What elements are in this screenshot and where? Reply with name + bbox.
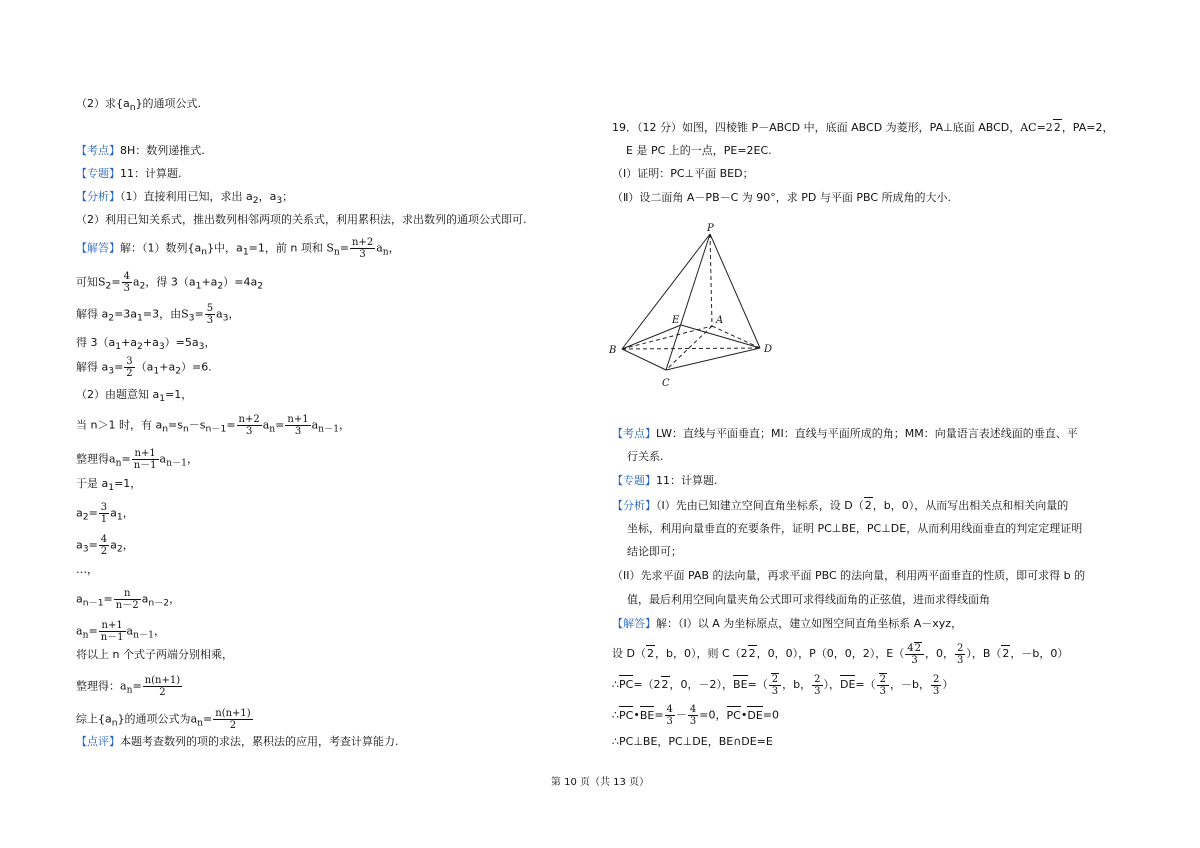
jieda-line1: 【解答】解：（1）数列$\{a_n\}$中，$a_1=1$，前 n 项和 $S_n=$ $\frac{n+2}{3}$ $a_n$， xyxy=(76,237,400,260)
question-19-line2: E 是 PC 上的一点，PE=2EC. xyxy=(626,144,772,157)
fraction: $\frac{2}{3}$ xyxy=(933,673,940,697)
kaodian-right-line2: 行关系. xyxy=(627,450,664,463)
edge-CD xyxy=(666,348,760,370)
fraction: $\frac{2}{3}$ xyxy=(956,642,964,666)
fraction: $\frac{n+2}{3}$ xyxy=(238,414,260,437)
jieda-line12: $a_{n-1}=$ $\frac{n}{n-2}$ $a_{n-2}$， xyxy=(76,588,181,611)
edge-PA xyxy=(710,234,712,326)
jieda-dots: …， xyxy=(76,563,98,576)
jieda-line11: $a_3=$ $\frac{4}{2}$ $a_2$， xyxy=(76,534,134,557)
fenxi: 【分析】（1）直接利用已知，求出 $a_2$，$a_3$； xyxy=(76,190,294,207)
fraction: $\frac{n+2}{3}$ xyxy=(352,237,374,260)
fraction: $\frac{n+1}{n-1}$ xyxy=(133,448,157,471)
dianping: 【点评】本题考查数列的项的求法，累积法的应用，考查计算能力. xyxy=(76,735,399,748)
fraction: $\frac{n(n+1)}{2}$ xyxy=(215,708,251,731)
edge-BA xyxy=(622,326,712,349)
jieda-line6: （2）由题意知 $a_1=1$， xyxy=(76,388,193,405)
edge-BC xyxy=(622,349,666,370)
edge-BD xyxy=(622,348,760,349)
jieda-right-line1: 【解答】解：（I）以 A 为坐标原点，建立如图空间直角坐标系 A－xyz， xyxy=(612,617,963,630)
fenxi-right-line3: 结论即可； xyxy=(627,545,682,558)
kaodian: 【考点】8H：数列递推式. xyxy=(76,144,205,157)
fraction: $\frac{4}{3}$ xyxy=(689,704,697,727)
fraction: $\frac{n}{n-2}$ xyxy=(115,588,139,611)
zhuanti: 【专题】11：计算题. xyxy=(76,167,182,180)
jieda-line10: $a_2=$ $\frac{3}{1}$ $a_1$， xyxy=(76,502,134,525)
jieda-line14: 将以上 n 个式子两端分别相乘， xyxy=(76,648,233,661)
label-E: E xyxy=(672,315,680,326)
kaodian-right: 【考点】LW：直线与平面垂直；MI：直线与平面所成的角；MM：向量语言表述线面的垂直、平 xyxy=(612,427,1078,440)
fraction: $\frac{3}{2}$ xyxy=(126,356,133,379)
page-footer: 第 10 页（共 13 页） xyxy=(550,777,650,788)
fenxi-right-line2: 坐标，利用向量垂直的充要条件，证明 PC⊥BE，PC⊥DE，从而利用线面垂直的判定定理证明 xyxy=(627,522,1083,535)
fraction: $\frac{n+1}{n-1}$ xyxy=(100,620,124,643)
fraction: $\frac{2}{3}$ xyxy=(877,673,889,697)
jieda-line7: 当 n＞1 时，有 $a_n=s_n-s_{n-1}=$ $\frac{n+2}{3}$ $a_n=$ $\frac{n+1}{3}$ $a_{n-1}$， xyxy=(76,414,351,437)
question-19-part2: （Ⅱ）设二面角 A－PB－C 为 90°，求 PD 与平面 PBC 所成角的大小. xyxy=(612,191,952,204)
jieda-line16: 综上$\{a_n\}$的通项公式为$a_n=$ $\frac{n(n+1)}{2}$ xyxy=(76,708,251,731)
jieda-line9: 于是 $a_1=1$， xyxy=(76,477,142,494)
jieda-line5: 解得 $a_3=$ $\frac{3}{2}$ $(a_1+a_2)=6$. xyxy=(76,356,212,379)
question-19: 19．（12 分）如图，四棱锥 P－ABCD 中，底面 ABCD 为菱形，PA⊥底面 ABCD，AC=22，PA=2， xyxy=(612,121,1114,134)
jieda-right-line2: 设 D（2，b，0），则 C（22，0，0），P（0，0，2），E（ $\frac{42}{3}$ ，0， $\frac{2}{3}$ ），B（2，－b，0） xyxy=(612,642,1069,666)
edge-PB xyxy=(622,234,710,349)
question-19-part1: （Ⅰ）证明：PC⊥平面 BED； xyxy=(612,167,754,180)
fraction: $\frac{42}{3}$ xyxy=(905,642,924,666)
label-B: B xyxy=(609,345,617,356)
jieda-line13: $a_n=$ $\frac{n+1}{n-1}$ $a_{n-1}$， xyxy=(76,620,165,643)
edge-PC xyxy=(666,234,710,370)
edge-PD xyxy=(710,234,760,348)
fraction: $\frac{n+1}{3}$ xyxy=(287,414,309,437)
jieda-line4: 得 $3(a_1+a_2+a_3)=5a_3$， xyxy=(76,336,216,353)
jieda-right-line5: ∴PC⊥BE，PC⊥DE，BE∩DE=E xyxy=(612,735,773,748)
zhuanti-right: 【专题】11：计算题. xyxy=(612,474,718,487)
jieda-right-line4: ∴PC•BE= $\frac{4}{3}$ － $\frac{4}{3}$ =0，PC•DE=0 xyxy=(612,704,779,727)
fraction: $\frac{5}{3}$ xyxy=(206,303,214,326)
fenxi-right-line4: （II）先求平面 PAB 的法向量，再求平面 PBC 的法向量，利用两平面垂直的性质，即可求得 b 的 xyxy=(612,569,1086,582)
fraction: $\frac{4}{3}$ xyxy=(666,704,673,727)
fenxi-right: 【分析】（I）先由已知建立空间直角坐标系，设 D（2，b，0），从而写出相关点和相关向量的 xyxy=(612,499,1069,512)
edge-ED xyxy=(681,325,760,348)
fraction: $\frac{3}{1}$ xyxy=(100,502,108,525)
fraction: $\frac{4}{3}$ xyxy=(123,271,130,294)
pyramid-figure xyxy=(600,222,800,397)
edge-AD xyxy=(712,326,760,348)
fraction: $\frac{2}{3}$ xyxy=(769,673,781,697)
label-D: D xyxy=(764,344,773,355)
question-2: （2）求$\{a_n\}$的通项公式. xyxy=(76,97,202,114)
jieda-line8: 整理得$a_n=$ $\frac{n+1}{n-1}$ $a_{n-1}$， xyxy=(76,448,198,471)
label-A: A xyxy=(716,315,724,326)
fraction: $\frac{2}{3}$ xyxy=(814,673,821,697)
fraction: $\frac{n(n+1)}{2}$ xyxy=(144,675,181,698)
fraction: $\frac{4}{2}$ xyxy=(100,534,108,557)
jieda-line2: 可知$S_2=$ $\frac{4}{3}$ $a_2$，得 $3(a_1+a_2)=4a_2$ xyxy=(76,271,264,294)
fenxi-line2: （2）利用已知关系式，推出数列相邻两项的关系式，利用累积法，求出数列的通项公式即可. xyxy=(76,213,527,226)
jieda-line3: 解得 $a_2=3a_1=3$，由$S_3=$ $\frac{5}{3}$ $a_3$， xyxy=(76,303,240,326)
jieda-line15: 整理得：$a_n=$ $\frac{n(n+1)}{2}$ xyxy=(76,675,181,698)
fenxi-right-line5: 值，最后利用空间向量夹角公式即可求得线面角的正弦值，进而求得线面角 xyxy=(627,593,990,606)
label-P: P xyxy=(707,223,714,234)
label-C: C xyxy=(662,378,670,389)
jieda-right-line3: ∴PC=（22，0，－2），BE=（ $\frac{2}{3}$ ，b， $\frac{2}{3}$ ），DE=（ $\frac{2}{3}$ ，－b， $\frac{2}{3}$ ） xyxy=(612,673,954,697)
